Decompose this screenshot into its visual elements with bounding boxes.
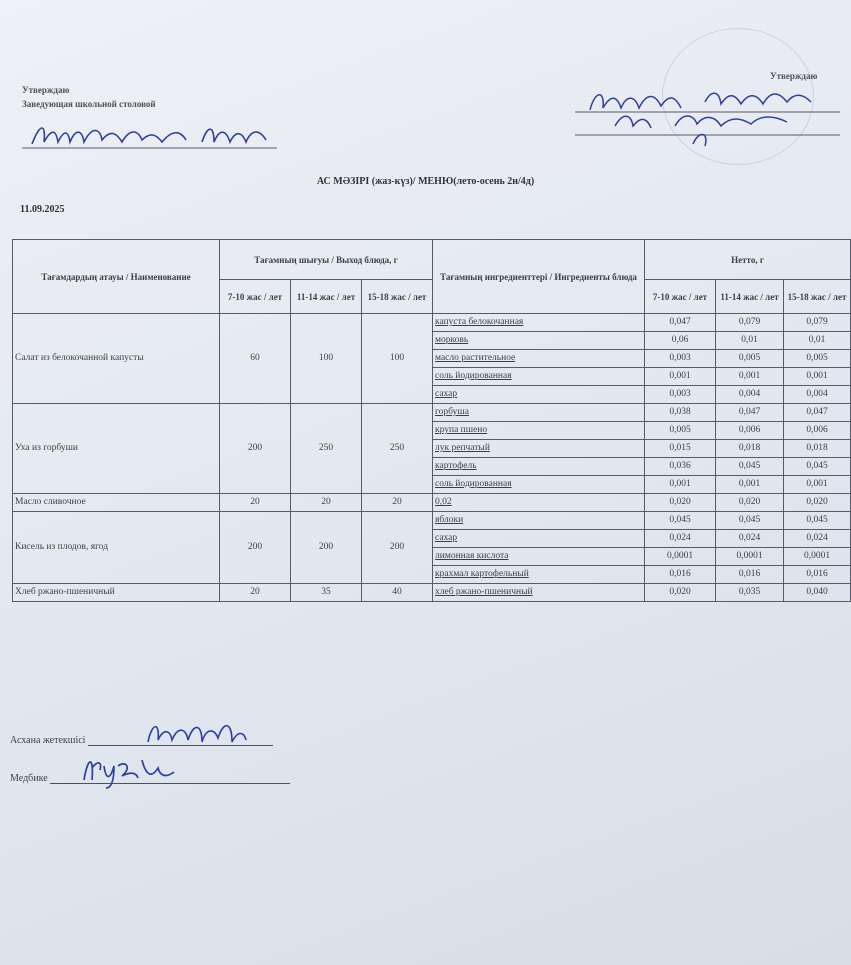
approval-block-left — [22, 83, 156, 111]
signature-right — [575, 82, 845, 152]
netto-cell: 0,024 — [716, 530, 784, 548]
menu-title: АС МӘЗІРІ (жаз-күз)/ МЕНЮ(лето-осень 2н/4д) — [316, 176, 535, 187]
header-yield: Тағамның шығуы / Выход блюда, г — [220, 240, 433, 280]
netto-cell: 0,020 — [645, 584, 716, 602]
ingredient-cell: морковь — [433, 332, 645, 350]
ingredient-cell: яблоки — [433, 512, 645, 530]
signature-left — [22, 118, 277, 156]
netto-cell: 0,001 — [784, 476, 851, 494]
ingredient-cell: крупа пшено — [433, 422, 645, 440]
netto-cell: 0,047 — [645, 314, 716, 332]
netto-cell: 0,040 — [784, 584, 851, 602]
yield-cell: 20 — [291, 494, 362, 512]
ingredient-cell: лимонная кислота — [433, 548, 645, 566]
yield-cell: 60 — [220, 314, 291, 404]
ingredient-cell: капуста белокочанная — [433, 314, 645, 332]
header-age-yield: 7-10 жас / лет — [220, 280, 291, 314]
netto-cell: 0,006 — [716, 422, 784, 440]
netto-cell: 0,079 — [784, 314, 851, 332]
header-age-netto: 15-18 жас / лет — [784, 280, 851, 314]
yield-cell: 100 — [291, 314, 362, 404]
netto-cell: 0,045 — [784, 512, 851, 530]
ingredient-cell: лук репчатый — [433, 440, 645, 458]
yield-cell: 100 — [362, 314, 433, 404]
approval-line: Утверждаю — [22, 85, 70, 95]
menu-table-body — [13, 314, 851, 602]
netto-cell: 0,020 — [645, 494, 716, 512]
yield-cell: 200 — [220, 512, 291, 584]
netto-cell: 0,001 — [784, 368, 851, 386]
ingredient-cell: хлеб ржано-пшеничный — [433, 584, 645, 602]
netto-cell: 0,004 — [784, 386, 851, 404]
dish-name-cell: Масло сливочное — [13, 494, 220, 512]
dish-name-cell: Кисель из плодов, ягод — [13, 512, 220, 584]
ingredient-cell: сахар — [433, 386, 645, 404]
netto-cell: 0,016 — [645, 566, 716, 584]
header-age-yield: 15-18 жас / лет — [362, 280, 433, 314]
yield-cell: 35 — [291, 584, 362, 602]
netto-cell: 0,024 — [645, 530, 716, 548]
approval-label-right: Утверждаю — [770, 71, 818, 81]
yield-cell: 200 — [362, 512, 433, 584]
netto-cell: 0,0001 — [716, 548, 784, 566]
ingredient-cell: соль йодированная — [433, 476, 645, 494]
netto-cell: 0,016 — [784, 566, 851, 584]
yield-cell: 250 — [362, 404, 433, 494]
nurse-signature — [78, 750, 188, 790]
approval-line: Заведующая школьной столовой — [22, 99, 156, 109]
netto-cell: 0,045 — [645, 512, 716, 530]
netto-cell: 0,003 — [645, 350, 716, 368]
ingredient-cell: соль йодированная — [433, 368, 645, 386]
menu-date: 11.09.2025 — [20, 204, 65, 215]
header-age-yield: 11-14 жас / лет — [291, 280, 362, 314]
netto-cell: 0,018 — [784, 440, 851, 458]
header-netto: Нетто, г — [645, 240, 851, 280]
cook-signature — [140, 716, 250, 750]
netto-cell: 0,018 — [716, 440, 784, 458]
netto-cell: 0,005 — [645, 422, 716, 440]
netto-cell: 0,005 — [716, 350, 784, 368]
netto-cell: 0,020 — [784, 494, 851, 512]
netto-cell: 0,016 — [716, 566, 784, 584]
netto-cell: 0,0001 — [645, 548, 716, 566]
netto-cell: 0,005 — [784, 350, 851, 368]
netto-cell: 0,006 — [784, 422, 851, 440]
header-age-netto: 7-10 жас / лет — [645, 280, 716, 314]
ingredient-cell: крахмал картофельный — [433, 566, 645, 584]
netto-cell: 0,015 — [645, 440, 716, 458]
netto-cell: 0,079 — [716, 314, 784, 332]
netto-cell: 0,001 — [716, 368, 784, 386]
netto-cell: 0,001 — [645, 368, 716, 386]
yield-cell: 200 — [220, 404, 291, 494]
netto-cell: 0,047 — [716, 404, 784, 422]
table-row — [13, 494, 851, 512]
yield-cell: 250 — [291, 404, 362, 494]
nurse-label: Медбике — [10, 773, 48, 784]
table-row — [13, 314, 851, 332]
netto-cell: 0,06 — [645, 332, 716, 350]
netto-cell: 0,036 — [645, 458, 716, 476]
netto-cell: 0,003 — [645, 386, 716, 404]
ingredient-cell: горбуша — [433, 404, 645, 422]
netto-cell: 0,004 — [716, 386, 784, 404]
netto-cell: 0,024 — [784, 530, 851, 548]
dish-name-cell: Хлеб ржано-пшеничный — [13, 584, 220, 602]
netto-cell: 0,045 — [716, 512, 784, 530]
netto-cell: 0,001 — [645, 476, 716, 494]
netto-cell: 0,045 — [716, 458, 784, 476]
ingredient-cell: картофель — [433, 458, 645, 476]
table-row — [13, 404, 851, 422]
yield-cell: 40 — [362, 584, 433, 602]
yield-cell: 200 — [291, 512, 362, 584]
yield-cell: 20 — [220, 584, 291, 602]
yield-cell: 20 — [220, 494, 291, 512]
netto-cell: 0,047 — [784, 404, 851, 422]
menu-table — [12, 239, 851, 602]
header-dish-name: Тағамдардың атауы / Наименование — [13, 240, 220, 314]
netto-cell: 0,01 — [716, 332, 784, 350]
netto-cell: 0,020 — [716, 494, 784, 512]
table-row — [13, 512, 851, 530]
netto-cell: 0,0001 — [784, 548, 851, 566]
table-row — [13, 584, 851, 602]
netto-cell: 0,035 — [716, 584, 784, 602]
dish-name-cell: Уха из горбуши — [13, 404, 220, 494]
cook-label: Асхана жетекшісі — [10, 735, 86, 746]
yield-cell: 20 — [362, 494, 433, 512]
dish-name-cell: Салат из белокочанной капусты — [13, 314, 220, 404]
netto-cell: 0,01 — [784, 332, 851, 350]
ingredient-cell: 0,02 — [433, 494, 645, 512]
netto-cell: 0,038 — [645, 404, 716, 422]
netto-cell: 0,001 — [716, 476, 784, 494]
header-ingredients: Тағамның ингредиенттері / Ингредиенты блюда — [433, 240, 645, 314]
netto-cell: 0,045 — [784, 458, 851, 476]
header-age-netto: 11-14 жас / лет — [716, 280, 784, 314]
ingredient-cell: масло растительное — [433, 350, 645, 368]
ingredient-cell: сахар — [433, 530, 645, 548]
